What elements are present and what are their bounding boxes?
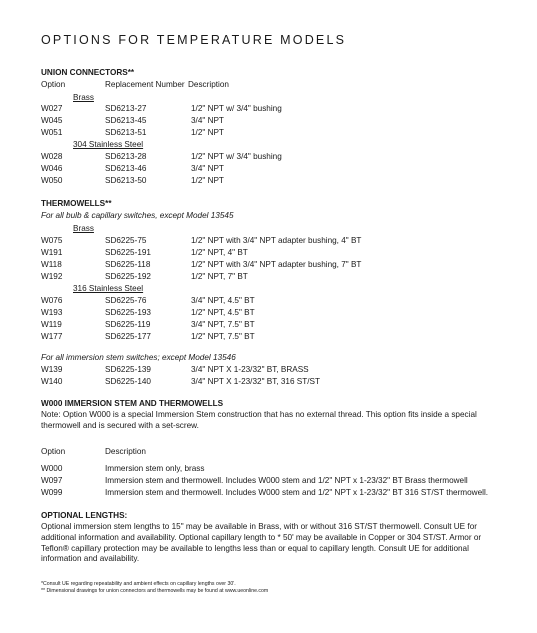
thermowells-group-brass: Brass <box>73 224 94 233</box>
table-row-desc: Immersion stem only, brass <box>105 464 205 473</box>
table-row-part: SD6225-76 <box>105 296 147 305</box>
table-row-option: W046 <box>41 164 63 173</box>
table-row-desc: Immersion stem and thermowell. Includes W000 stem and 1/2" NPT x 1-23/32" BT Brass thermowell <box>105 476 468 485</box>
union-header-description: Description <box>188 80 229 89</box>
footnote: ** Dimensional drawings for union connectors and thermowells may be found at www.ueonline.com <box>41 588 269 594</box>
footnote: *Consult UE regarding repeatability and ambient effects on capillary lengths over 30'. <box>41 581 236 587</box>
union-group-304ss: 304 Stainless Steel <box>73 140 144 149</box>
union-heading: UNION CONNECTORS** <box>41 68 135 77</box>
table-row-desc: 1/2" NPT, 7" BT <box>191 272 248 281</box>
union-group-brass: Brass <box>73 93 94 102</box>
thermowells-group-316ss: 316 Stainless Steel <box>73 284 144 293</box>
table-row-option: W051 <box>41 128 63 137</box>
union-header-option: Option <box>41 80 66 89</box>
table-row-option: W075 <box>41 236 63 245</box>
table-row-option: W027 <box>41 104 63 113</box>
table-row-part: SD6213-50 <box>105 176 147 185</box>
table-row-part: SD6225-119 <box>105 320 151 329</box>
table-row-desc: Immersion stem and thermowell. Includes W000 stem and 1/2" NPT x 1-23/32" BT 316 ST/ST thermowell. <box>105 488 489 497</box>
table-row-part: SD6225-177 <box>105 332 151 341</box>
table-row-part: SD6213-46 <box>105 164 147 173</box>
immersion-note: For all immersion stem switches; except Model 13546 <box>41 353 236 362</box>
table-row-option: W045 <box>41 116 63 125</box>
table-row-desc: 1/2" NPT <box>191 176 224 185</box>
table-row-part: SD6225-118 <box>105 260 151 269</box>
optional-lengths-text: Optional immersion stem lengths to 15" may be available in Brass, with or without 316 ST/ST thermowell. Consult UE for additional information and availability. Optional capillary length to * 50' may be available in Copper or 304 ST/ST. Armor or Teflon® capillary protection may be available to lengths less than or equal to capillary length. Consult UE for additional information and availability. <box>41 522 482 564</box>
table-row-option: W000 <box>41 464 63 473</box>
table-row-option: W097 <box>41 476 63 485</box>
table-row-part: SD6225-193 <box>105 308 151 317</box>
optional-lengths-heading: OPTIONAL LENGTHS: <box>41 511 128 520</box>
table-row-part: SD6225-192 <box>105 272 151 281</box>
table-row-option: W076 <box>41 296 63 305</box>
table-row-desc: 1/2" NPT with 3/4" NPT adapter bushing, 7" BT <box>191 260 362 269</box>
table-row-part: SD6225-139 <box>105 365 151 374</box>
table-row-desc: 3/4" NPT <box>191 164 224 173</box>
table-row-desc: 1/2" NPT, 4.5" BT <box>191 308 255 317</box>
table-row-part: SD6225-140 <box>105 377 151 386</box>
table-row-desc: 1/2" NPT w/ 3/4" bushing <box>191 104 282 113</box>
table-row-option: W118 <box>41 260 62 269</box>
table-row-option: W192 <box>41 272 63 281</box>
table-row-desc: 1/2" NPT <box>191 128 224 137</box>
page-title: OPTIONS FOR TEMPERATURE MODELS <box>41 33 347 47</box>
thermowells-heading: THERMOWELLS** <box>41 199 112 208</box>
table-row-option: W193 <box>41 308 63 317</box>
union-header-replacement: Replacement Number <box>105 80 185 89</box>
table-row-option: W139 <box>41 365 63 374</box>
table-row-option: W191 <box>41 248 63 257</box>
table-row-desc: 3/4" NPT, 7.5" BT <box>191 320 255 329</box>
table-row-part: SD6213-27 <box>105 104 147 113</box>
table-row-option: W028 <box>41 152 63 161</box>
table-row-desc: 1/2" NPT with 3/4" NPT adapter bushing, 4" BT <box>191 236 362 245</box>
table-row-part: SD6225-191 <box>105 248 151 257</box>
table-row-option: W050 <box>41 176 63 185</box>
w000-heading: W000 IMMERSION STEM AND THERMOWELLS <box>41 399 224 408</box>
table-row-desc: 1/2" NPT, 7.5" BT <box>191 332 255 341</box>
thermowells-note: For all bulb & capillary switches, except Model 13545 <box>41 211 234 220</box>
table-row-part: SD6213-45 <box>105 116 147 125</box>
w000-header-option: Option <box>41 447 66 456</box>
table-row-desc: 1/2" NPT, 4" BT <box>191 248 248 257</box>
table-row-desc: 3/4" NPT <box>191 116 224 125</box>
w000-header-description: Description <box>105 447 146 456</box>
table-row-part: SD6225-75 <box>105 236 147 245</box>
w000-note: Note: Option W000 is a special Immersion Stem construction that has no external thread. This option fits inside a special thermowell and is secured with a set-screw. <box>41 410 477 430</box>
table-row-desc: 3/4" NPT, 4.5" BT <box>191 296 255 305</box>
table-row-desc: 3/4" NPT X 1-23/32" BT, 316 ST/ST <box>191 377 320 386</box>
table-row-option: W177 <box>41 332 63 341</box>
table-row-part: SD6213-51 <box>105 128 147 137</box>
table-row-option: W099 <box>41 488 63 497</box>
table-row-desc: 1/2" NPT w/ 3/4" bushing <box>191 152 282 161</box>
table-row-part: SD6213-28 <box>105 152 147 161</box>
table-row-option: W119 <box>41 320 62 329</box>
table-row-desc: 3/4" NPT X 1-23/32" BT, BRASS <box>191 365 309 374</box>
table-row-option: W140 <box>41 377 63 386</box>
